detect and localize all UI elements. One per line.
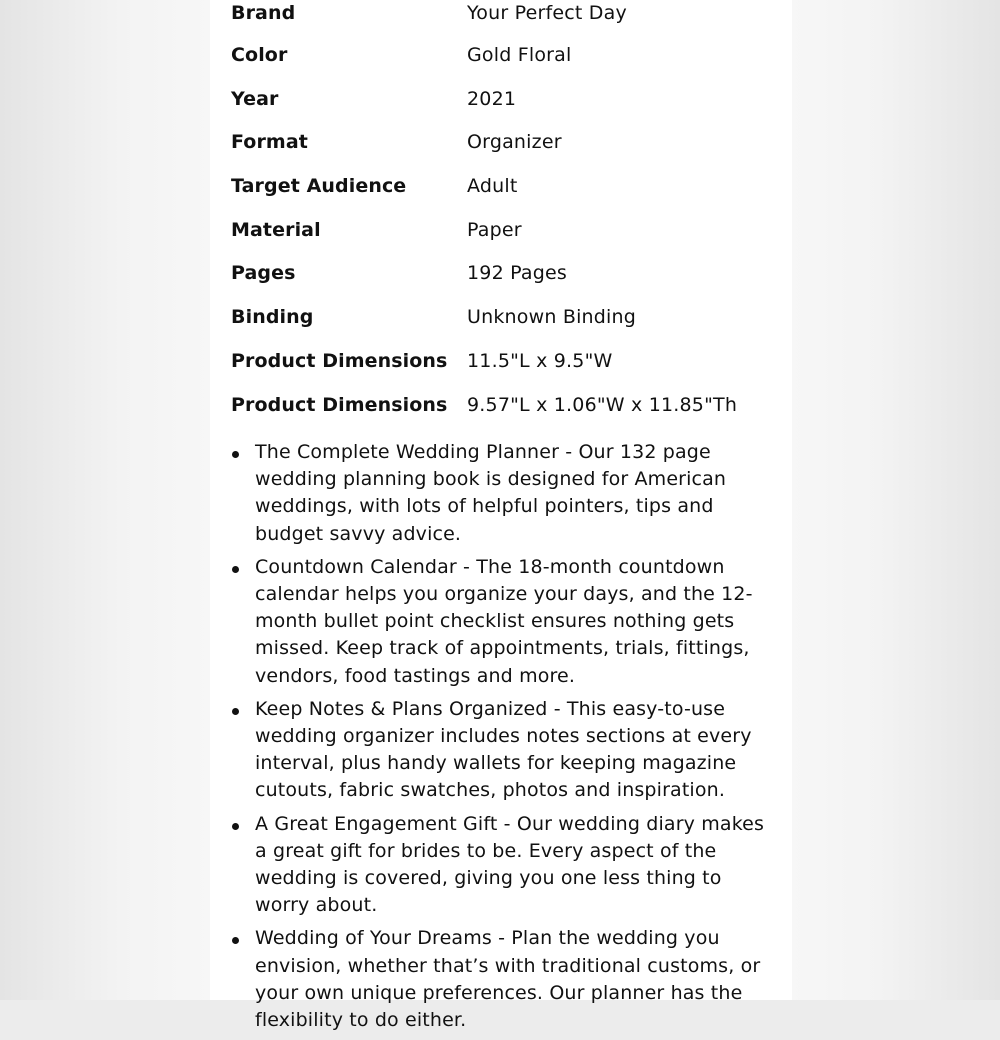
feature-bullet-text: Wedding of Your Dreams - Plan the wedding you envision, whether that’s with traditional customs, or your own unique preferences. Our planner has the flexibility to do either. — [255, 927, 761, 1032]
spec-label: Product Dimensions — [231, 393, 448, 416]
spec-value: Unknown Binding — [467, 306, 637, 329]
spec-label: Format — [231, 131, 308, 154]
feature-bullet-text: A Great Engagement Gift - Our wedding diary makes a great gift for brides to be. Every aspect of the wedding is covered, giving you one less thing to worry about. — [255, 812, 765, 917]
spec-row-product-dimensions-2 — [231, 392, 791, 436]
bullet-dot-icon — [232, 823, 239, 830]
bullet-dot-icon — [232, 708, 239, 715]
spec-value: 192 Pages — [467, 262, 568, 285]
spec-label: Year — [231, 87, 279, 110]
feature-bullet-list — [231, 439, 781, 1040]
spec-value: 9.57"L x 1.06"W x 11.85"Th — [467, 393, 738, 416]
feature-bullet — [231, 811, 781, 920]
spec-row-brand — [231, 0, 791, 42]
spec-label: Material — [231, 218, 321, 241]
feature-bullet-text: Countdown Calendar - The 18-month countdown calendar helps you organize your days, and the 12-month bullet point checklist ensures nothing gets missed. Keep track of appointments, trials, fittings, vendors, food tastings and more. — [255, 555, 753, 687]
feature-bullet — [231, 439, 781, 548]
spec-row-material — [231, 217, 791, 261]
spec-row-color — [231, 42, 791, 86]
bullet-dot-icon — [232, 566, 239, 573]
spec-label: Product Dimensions — [231, 349, 448, 372]
spec-label: Binding — [231, 306, 314, 329]
spec-row-year — [231, 86, 791, 130]
spec-value: Gold Floral — [467, 44, 572, 66]
spec-label: Target Audience — [231, 175, 407, 198]
bullet-dot-icon — [232, 451, 239, 458]
spec-value: 11.5"L x 9.5"W — [467, 349, 613, 372]
spec-value: Adult — [467, 175, 518, 198]
spec-row-format — [231, 129, 791, 173]
product-specs-table — [231, 0, 791, 435]
spec-row-target-audience — [231, 173, 791, 217]
bullet-dot-icon — [232, 937, 239, 944]
feature-bullet — [231, 696, 781, 805]
spec-value: Organizer — [467, 131, 562, 154]
spec-label: Brand — [231, 2, 296, 24]
feature-bullet — [231, 554, 781, 690]
spec-value: Paper — [467, 218, 522, 241]
spec-label: Pages — [231, 262, 296, 285]
spec-label: Color — [231, 44, 288, 66]
feature-bullet — [231, 925, 781, 1034]
spec-row-binding — [231, 304, 791, 348]
spec-row-product-dimensions — [231, 348, 791, 392]
feature-bullet-text: Keep Notes & Plans Organized - This easy-to-use wedding organizer includes notes sections at every interval, plus handy wallets for keeping magazine cutouts, fabric swatches, photos and inspiration. — [255, 697, 752, 802]
spec-value: Your Perfect Day — [467, 2, 627, 24]
feature-bullet-text: The Complete Wedding Planner - Our 132 page wedding planning book is designed for American weddings, with lots of helpful pointers, tips and budget savvy advice. — [255, 441, 727, 545]
spec-row-pages — [231, 260, 791, 304]
product-details-card — [210, 0, 792, 1032]
spec-value: 2021 — [467, 87, 517, 110]
